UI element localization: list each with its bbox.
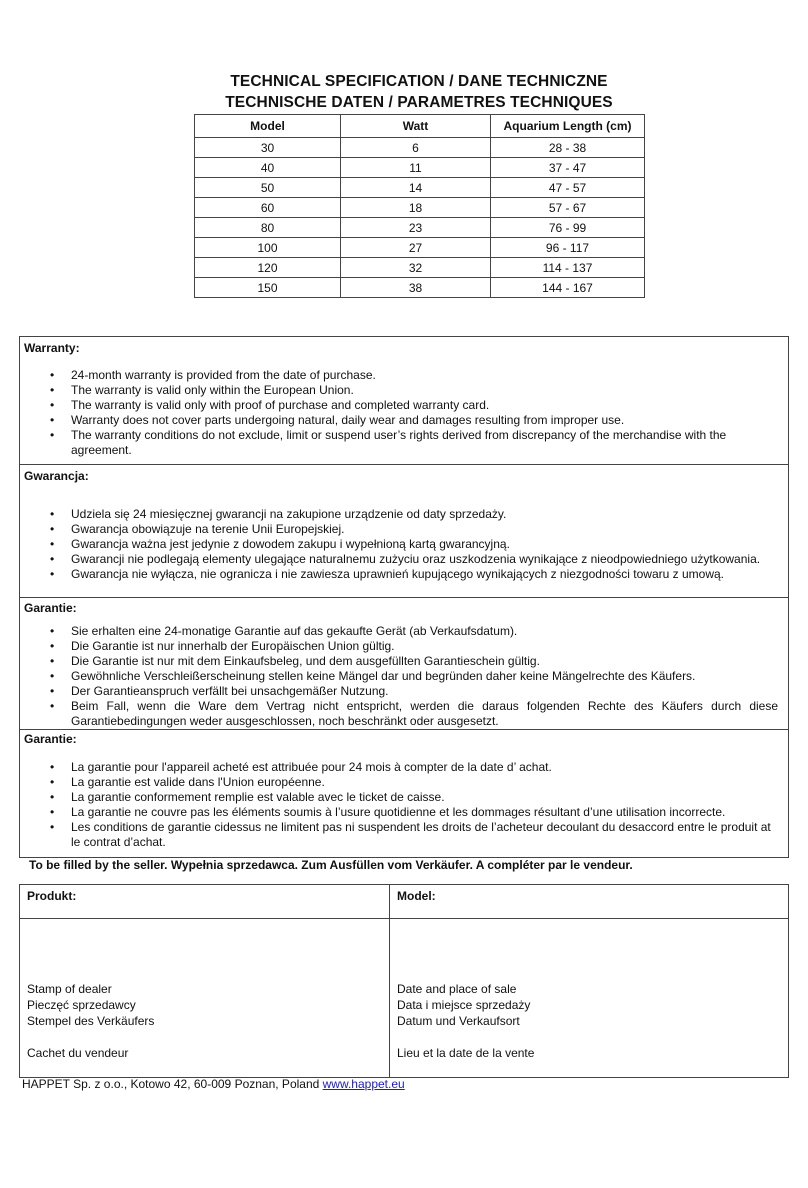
cell-length: 37 - 47 bbox=[491, 158, 645, 178]
col-header-model: Model bbox=[195, 115, 341, 138]
list-item: • Warranty does not cover parts undergoing natural, daily wear and damages resulting from improper use. bbox=[20, 413, 778, 428]
seller-form bbox=[19, 884, 789, 1078]
cell-watt: 27 bbox=[341, 238, 491, 258]
cell-watt: 18 bbox=[341, 198, 491, 218]
list-item: • The warranty is valid only with proof of purchase and completed warranty card. bbox=[20, 398, 778, 413]
list-item: • 24-month warranty is provided from the date of purchase. bbox=[20, 368, 778, 383]
cell-model: 120 bbox=[195, 258, 341, 278]
cell-model: 60 bbox=[195, 198, 341, 218]
section-divider bbox=[20, 464, 788, 465]
seller-note: To be filled by the seller. Wypełnia sprzedawca. Zum Ausfüllen vom Verkäufer. A compléter par le vendeur. bbox=[29, 858, 633, 872]
stamp-of-dealer bbox=[27, 981, 154, 1029]
warranty-fr-list bbox=[20, 760, 778, 850]
list-item: • La garantie ne couvre pas les éléments soumis à l’usure quotidienne et les dommages résultant d’une utilisation incorrecte. bbox=[20, 805, 778, 820]
title-line-2: TECHNISCHE DATEN / PARAMETRES TECHNIQUES bbox=[225, 94, 613, 111]
list-item: • Gewöhnliche Verschleißerscheinung stellen keine Mängel dar und begründen daher keine Mängelrechte des Käufers. bbox=[20, 669, 778, 684]
website-link[interactable]: www.happet.eu bbox=[322, 1077, 405, 1091]
table-row bbox=[195, 178, 645, 198]
model-label: Model: bbox=[397, 889, 436, 903]
product-label: Produkt: bbox=[27, 889, 77, 903]
cell-model: 30 bbox=[195, 138, 341, 158]
cell-watt: 14 bbox=[341, 178, 491, 198]
list-item: • La garantie est valide dans l'Union européenne. bbox=[20, 775, 778, 790]
stamp-line-de: Stempel des Verkäufers bbox=[27, 1014, 155, 1028]
table-row bbox=[195, 278, 645, 298]
list-item: • Die Garantie ist nur innerhalb der Europäischen Union gültig. bbox=[20, 639, 778, 654]
table-row bbox=[195, 198, 645, 218]
table-row bbox=[195, 238, 645, 258]
form-divider bbox=[20, 918, 788, 919]
cell-watt: 6 bbox=[341, 138, 491, 158]
list-item: • Udziela się 24 miesięcznej gwarancji na zakupione urządzenie od daty sprzedaży. bbox=[20, 507, 778, 522]
table-row bbox=[195, 218, 645, 238]
cell-model: 40 bbox=[195, 158, 341, 178]
cell-watt: 23 bbox=[341, 218, 491, 238]
stamp-line-en: Stamp of dealer bbox=[27, 982, 112, 996]
cell-length: 28 - 38 bbox=[491, 138, 645, 158]
spec-table-header bbox=[195, 115, 645, 138]
warranty-en-list bbox=[20, 368, 778, 458]
cell-model: 50 bbox=[195, 178, 341, 198]
list-item: • Gwarancji nie podlegają elementy ulegające naturalnemu zużyciu oraz uszkodzenia wynikające z nieodpowiedniego użytkowania. bbox=[20, 552, 778, 567]
cell-model: 150 bbox=[195, 278, 341, 298]
list-item: • Beim Fall, wenn die Ware dem Vertrag nicht entspricht, werden die daraus folgenden Rechte des Käufers durch diese Garantiebedingungen weder ausgeschlossen, noch beschränkt oder ausgesetzt. bbox=[20, 699, 778, 729]
list-item: • La garantie conformement remplie est valable avec le ticket de caisse. bbox=[20, 790, 778, 805]
date-line-pl: Data i miejsce sprzedaży bbox=[397, 998, 531, 1012]
cell-length: 144 - 167 bbox=[491, 278, 645, 298]
stamp-line-fr: Cachet du vendeur bbox=[27, 1046, 129, 1060]
cell-length: 96 - 117 bbox=[491, 238, 645, 258]
cell-watt: 32 bbox=[341, 258, 491, 278]
list-item: • The warranty conditions do not exclude, limit or suspend user’s rights derived from discrepancy of the merchandise with the agreement. bbox=[20, 428, 778, 458]
warranty-de-list bbox=[20, 624, 778, 729]
list-item: • Gwarancja nie wyłącza, nie ogranicza i nie zawiesza uprawnień kupującego wynikających z niezgodności towaru z umową. bbox=[20, 567, 778, 582]
date-line-fr: Lieu et la date de la vente bbox=[397, 1046, 535, 1060]
cell-length: 76 - 99 bbox=[491, 218, 645, 238]
table-row bbox=[195, 138, 645, 158]
section-divider bbox=[20, 729, 788, 730]
col-header-length: Aquarium Length (cm) bbox=[491, 115, 645, 138]
date-line-en: Date and place of sale bbox=[397, 982, 517, 996]
footer bbox=[22, 1077, 405, 1091]
section-divider bbox=[20, 597, 788, 598]
table-row bbox=[195, 258, 645, 278]
cell-watt: 11 bbox=[341, 158, 491, 178]
cell-model: 100 bbox=[195, 238, 341, 258]
list-item: • Die Garantie ist nur mit dem Einkaufsbeleg, und dem ausgefüllten Garantieschein gültig. bbox=[20, 654, 778, 669]
title-line-1: TECHNICAL SPECIFICATION / DANE TECHNICZNE bbox=[230, 73, 608, 90]
list-item: • Sie erhalten eine 24-monatige Garantie auf das gekaufte Gerät (ab Verkaufsdatum). bbox=[20, 624, 778, 639]
date-place-of-sale bbox=[397, 981, 530, 1029]
list-item: • Gwarancja obowiązuje na terenie Unii Europejskiej. bbox=[20, 522, 778, 537]
warranty-box bbox=[19, 336, 789, 858]
cell-length: 47 - 57 bbox=[491, 178, 645, 198]
warranty-en-title: Warranty: bbox=[24, 341, 80, 355]
company-address: HAPPET Sp. z o.o., Kotowo 42, 60-009 Poznan, Poland bbox=[22, 1077, 323, 1091]
list-item: • Gwarancja ważna jest jedynie z dowodem zakupu i wypełnioną kartą gwarancyjną. bbox=[20, 537, 778, 552]
list-item: • La garantie pour l'appareil acheté est attribuée pour 24 mois à compter de la date d’ achat. bbox=[20, 760, 778, 775]
warranty-pl-title: Gwarancja: bbox=[24, 469, 89, 483]
warranty-fr-title: Garantie: bbox=[24, 732, 77, 746]
cell-watt: 38 bbox=[341, 278, 491, 298]
warranty-de-title: Garantie: bbox=[24, 601, 77, 615]
list-item: • Les conditions de garantie cidessus ne limitent pas ni suspendent les droits de l’acheteur decoulant du desaccord entre le produit at le contrat d’achat. bbox=[20, 820, 778, 850]
cell-length: 57 - 67 bbox=[491, 198, 645, 218]
col-header-watt: Watt bbox=[341, 115, 491, 138]
list-item: • The warranty is valid only within the European Union. bbox=[20, 383, 778, 398]
cell-length: 114 - 137 bbox=[491, 258, 645, 278]
form-column-divider bbox=[389, 885, 390, 1077]
table-row bbox=[195, 158, 645, 178]
list-item: • Der Garantieanspruch verfällt bei unsachgemäßer Nutzung. bbox=[20, 684, 778, 699]
spec-table bbox=[194, 114, 645, 298]
cell-model: 80 bbox=[195, 218, 341, 238]
warranty-pl-list bbox=[20, 507, 778, 582]
stamp-line-pl: Pieczęć sprzedawcy bbox=[27, 998, 136, 1012]
date-line-de: Datum und Verkaufsort bbox=[397, 1014, 520, 1028]
